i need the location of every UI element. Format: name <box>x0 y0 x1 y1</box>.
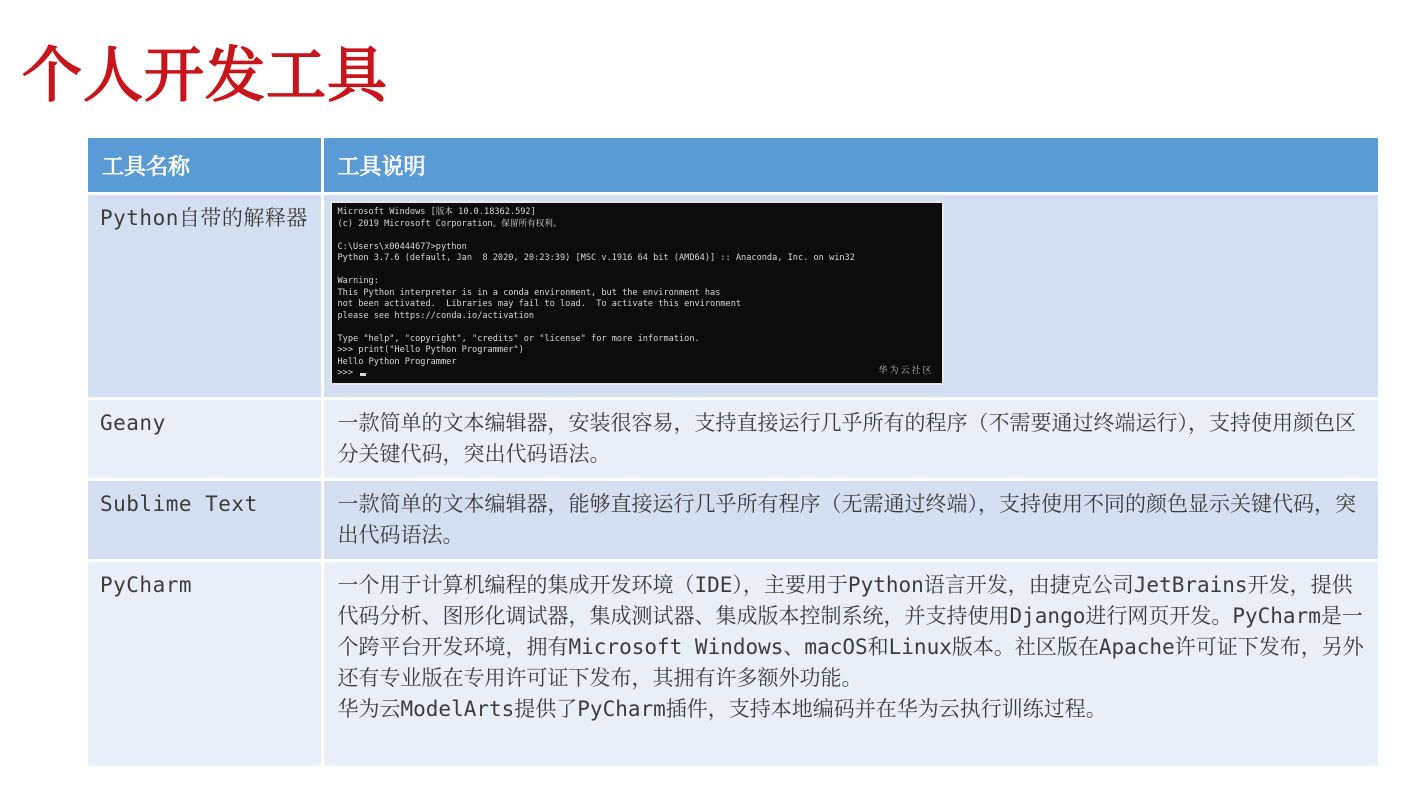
console-watermark: 华为云社区 <box>878 365 934 376</box>
console-line: >>> print("Hello Python Programmer") <box>337 345 524 355</box>
console-line <box>338 265 936 277</box>
console-line <box>338 230 936 242</box>
console-line: Python 3.7.6 (default, Jan 8 2020, 20:23:39) [MSC v.1916 64 bit (AMD64)] :: Anaconda, Inc. on win32 <box>337 253 855 263</box>
console-prompt-line <box>337 365 936 380</box>
console-line: Warning: <box>337 276 379 286</box>
tool-name-cell: Sublime Text <box>88 480 322 561</box>
console-line: not been activated. Libraries may fail to load. To activate this environment <box>337 299 742 309</box>
pycharm-huawei-note: 华为云ModelArts提供了PyCharm插件，支持本地编码并在华为云执行训练过程。 <box>337 697 1107 721</box>
table-row <box>88 480 1378 561</box>
table-header-row <box>88 138 1378 194</box>
python-console-screenshot <box>330 201 944 385</box>
tool-description-cell <box>322 194 1378 399</box>
table-row <box>88 194 1378 399</box>
tool-description-cell <box>322 561 1378 768</box>
header-tool-description: 工具说明 <box>322 138 1378 194</box>
header-tool-name: 工具名称 <box>88 138 322 194</box>
tool-name-cell: PyCharm <box>88 561 322 768</box>
pycharm-description: 一个用于计算机编程的集成开发环境（IDE），主要用于Python语言开发，由捷克公司JetBrains开发，提供代码分析、图形化调试器，集成测试器、集成版本控制系统，并支持使用Django进行网页开发。PyCharm是一个跨平台开发环境，拥有Microsoft Windows、macOS和Linux版本。社区版在Apache许可证下发布，另外还有专业版在专用许可证下发布，其拥有许多额外功能。 <box>337 573 1364 690</box>
console-line: (c) 2019 Microsoft Corporation。保留所有权利。 <box>337 218 562 229</box>
tool-description-cell: 一款简单的文本编辑器，能够直接运行几乎所有程序（无需通过终端），支持使用不同的颜色显示关键代码，突出代码语法。 <box>322 480 1378 561</box>
console-line: C:\Users\x00444677>python <box>337 241 467 252</box>
console-line: Hello Python Programmer <box>337 356 457 367</box>
console-line <box>338 322 936 334</box>
page-title: 个人开发工具 <box>22 41 388 111</box>
tool-name-cell: Python自带的解释器 <box>88 194 322 399</box>
tool-description-cell: 一款简单的文本编辑器，安装很容易，支持直接运行几乎所有的程序（不需要通过终端运行），支持使用颜色区分关键代码，突出代码语法。 <box>322 399 1378 480</box>
table-row <box>88 399 1378 480</box>
console-line: This Python interpreter is in a conda environment, but the environment has <box>337 287 721 298</box>
console-line: Microsoft Windows [版本 10.0.18362.592] <box>337 207 536 217</box>
console-prompt: >>> <box>337 368 359 378</box>
table-row <box>88 561 1378 768</box>
console-cursor <box>360 373 366 376</box>
tool-name-cell: Geany <box>88 399 322 480</box>
tools-table <box>88 138 1378 769</box>
console-line: Type "help", "copyright", "credits" or "license" for more information. <box>337 333 700 344</box>
console-line: please see https://conda.io/activation <box>337 310 535 321</box>
